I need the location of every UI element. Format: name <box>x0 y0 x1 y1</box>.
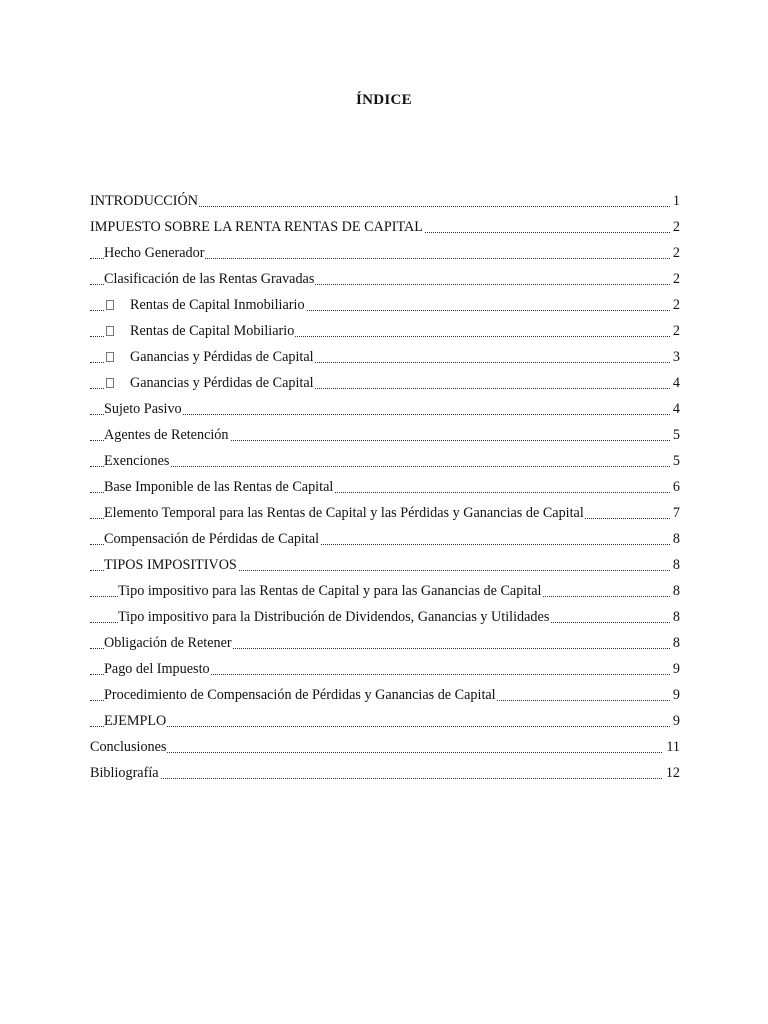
dot-leader <box>90 752 680 753</box>
toc-entry-label <box>118 609 550 625</box>
toc-entry-label <box>104 245 205 261</box>
toc-page-number: 4 <box>670 396 680 422</box>
toc-entry-label <box>118 583 542 599</box>
toc-entry-label <box>90 193 199 209</box>
toc-entry-text: Procedimiento de Compensación de Pérdidas y Ganancias de Capital <box>104 687 496 703</box>
toc-page-number: 11 <box>663 734 680 760</box>
toc-entry-label <box>104 531 320 547</box>
toc-entry-text: Sujeto Pasivo <box>104 401 182 417</box>
toc-page-number: 6 <box>670 474 680 500</box>
toc-entry[interactable] <box>90 422 680 448</box>
toc-page-number: 7 <box>670 500 680 526</box>
toc-entry[interactable] <box>90 500 680 526</box>
toc-entry[interactable] <box>90 266 680 292</box>
toc-entry[interactable] <box>90 630 680 656</box>
toc-entry-text: Obligación de Retener <box>104 635 232 651</box>
toc-entry-label <box>104 375 315 391</box>
toc-entry[interactable] <box>90 604 680 630</box>
toc-entry-text: IMPUESTO SOBRE LA RENTA RENTAS DE CAPITAL <box>90 219 423 235</box>
toc-entry[interactable] <box>90 396 680 422</box>
toc-entry-text: Conclusiones <box>90 739 167 755</box>
toc-entry-label <box>104 349 315 365</box>
toc-entry-label <box>104 557 238 573</box>
toc-page-number: 2 <box>670 214 680 240</box>
toc-entry[interactable] <box>90 292 680 318</box>
toc-entry[interactable] <box>90 344 680 370</box>
toc-entry-text: Tipo impositivo para las Rentas de Capital y para las Ganancias de Capital <box>118 583 542 599</box>
toc-entry-label <box>104 505 585 521</box>
toc-entry-text: Rentas de Capital Inmobiliario <box>130 297 305 313</box>
toc-page-number: 8 <box>670 604 680 630</box>
toc-page-number: 8 <box>670 578 680 604</box>
toc-entry-label <box>104 271 315 287</box>
toc-entry[interactable] <box>90 734 680 760</box>
toc-entry-text: TIPOS IMPOSITIVOS <box>104 557 237 573</box>
toc-entry-label <box>104 427 230 443</box>
toc-page-number: 9 <box>670 682 680 708</box>
toc-entry-text: EJEMPLO <box>104 713 167 729</box>
toc-page-number: 2 <box>670 292 680 318</box>
toc-page-number: 1 <box>670 188 680 214</box>
toc-entry-label <box>104 323 295 339</box>
toc-page-number: 2 <box>670 240 680 266</box>
toc-entry-text: Compensación de Pérdidas de Capital <box>104 531 320 547</box>
toc-entry-label <box>104 661 211 677</box>
toc-entry[interactable] <box>90 578 680 604</box>
toc-entry[interactable] <box>90 552 680 578</box>
toc-entry-text: Bibliografía <box>90 765 159 781</box>
toc-page-number: 5 <box>670 448 680 474</box>
toc-entry-text: Base Imponible de las Rentas de Capital <box>104 479 334 495</box>
toc-entry-text: Clasificación de las Rentas Gravadas <box>104 271 315 287</box>
dot-leader <box>90 778 680 779</box>
table-of-contents <box>90 188 680 786</box>
toc-entry-text: Rentas de Capital Mobiliario <box>130 323 295 339</box>
toc-entry-text: Ganancias y Pérdidas de Capital <box>130 349 314 365</box>
toc-entry-text: Agentes de Retención <box>104 427 229 443</box>
toc-entry-text: Ganancias y Pérdidas de Capital <box>130 375 314 391</box>
toc-entry-label <box>90 219 424 235</box>
toc-page-number: 8 <box>670 526 680 552</box>
page-title: ÍNDICE <box>356 92 412 108</box>
toc-page-number: 12 <box>663 760 680 786</box>
toc-entry[interactable] <box>90 240 680 266</box>
toc-entry-text: Elemento Temporal para las Rentas de Capital y las Pérdidas y Ganancias de Capital <box>104 505 584 521</box>
toc-entry-text: INTRODUCCIÓN <box>90 193 198 209</box>
toc-entry[interactable] <box>90 474 680 500</box>
toc-entry-text: Exenciones <box>104 453 170 469</box>
toc-entry-label <box>104 687 497 703</box>
toc-page-number: 9 <box>670 656 680 682</box>
toc-entry[interactable] <box>90 656 680 682</box>
toc-page-number: 9 <box>670 708 680 734</box>
toc-entry-label <box>104 713 167 729</box>
bullet-box-icon <box>106 326 114 336</box>
toc-page-number: 2 <box>670 266 680 292</box>
toc-entry-text: Hecho Generador <box>104 245 205 261</box>
toc-entry[interactable] <box>90 526 680 552</box>
toc-page-number: 2 <box>670 318 680 344</box>
toc-entry-label <box>104 297 306 313</box>
toc-entry[interactable] <box>90 318 680 344</box>
dot-leader <box>90 466 680 467</box>
toc-page-number: 4 <box>670 370 680 396</box>
toc-entry[interactable] <box>90 708 680 734</box>
toc-entry-label <box>90 739 167 755</box>
toc-entry[interactable] <box>90 682 680 708</box>
bullet-box-icon <box>106 300 114 310</box>
toc-entry-label <box>104 635 233 651</box>
toc-page-number: 8 <box>670 552 680 578</box>
toc-entry-label <box>104 479 334 495</box>
bullet-box-icon <box>106 378 114 388</box>
toc-entry[interactable] <box>90 214 680 240</box>
dot-leader <box>90 726 680 727</box>
toc-page-number: 8 <box>670 630 680 656</box>
toc-entry[interactable] <box>90 760 680 786</box>
toc-entry[interactable] <box>90 188 680 214</box>
toc-entry-label <box>90 765 160 781</box>
toc-entry-label <box>104 401 183 417</box>
toc-entry-text: Pago del Impuesto <box>104 661 210 677</box>
toc-entry-text: Tipo impositivo para la Distribución de Dividendos, Ganancias y Utilidades <box>118 609 550 625</box>
toc-entry-label <box>104 453 170 469</box>
bullet-box-icon <box>106 352 114 362</box>
toc-entry[interactable] <box>90 448 680 474</box>
toc-entry[interactable] <box>90 370 680 396</box>
toc-page-number: 3 <box>670 344 680 370</box>
toc-page-number: 5 <box>670 422 680 448</box>
